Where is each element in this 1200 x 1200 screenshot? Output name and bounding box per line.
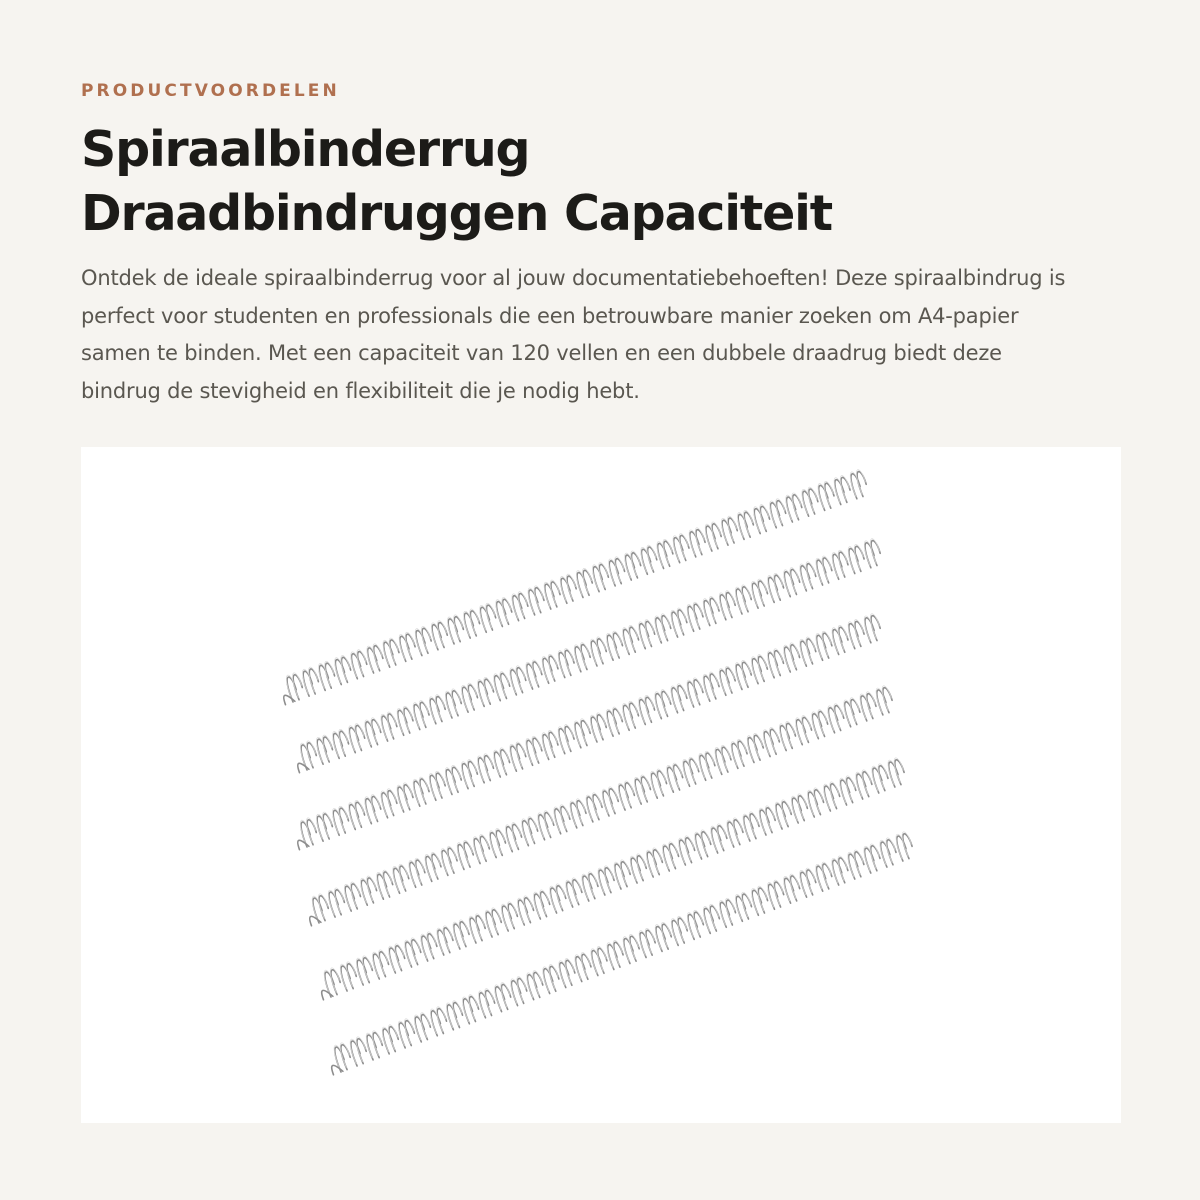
binding-spine — [298, 614, 880, 850]
product-image — [81, 447, 1121, 1123]
wire-end-curl — [322, 990, 333, 999]
wire-end-curl — [284, 695, 295, 704]
binding-spine — [284, 470, 866, 705]
wire-binding-spines-illustration — [81, 447, 1121, 1123]
section-eyebrow: PRODUCTVOORDELEN — [81, 81, 340, 101]
section-description: Ontdek de ideale spiraalbinderrug voor al jouw documentatiebehoeften! Deze spiraalbindrug is perfect voor studenten en professionals die een betrouwbare manier zoeken om A4-papier samen te binden. Met een capaciteit van 120 vellen en een dubbele draadrug biedt deze bindrug de stevigheid en flexibiliteit die je nodig hebt. — [81, 266, 1066, 403]
wire-end-curl — [298, 840, 309, 849]
wire-end-curl — [310, 916, 321, 925]
binding-spine — [310, 686, 892, 926]
section-title-line-1: Spiraalbinderrug — [81, 121, 530, 178]
wire-end-curl — [332, 1065, 343, 1074]
wire-end-curl — [298, 763, 309, 772]
section-title — [81, 118, 1121, 246]
section-title-line-2: Draadbindruggen Capaciteit — [81, 185, 832, 242]
